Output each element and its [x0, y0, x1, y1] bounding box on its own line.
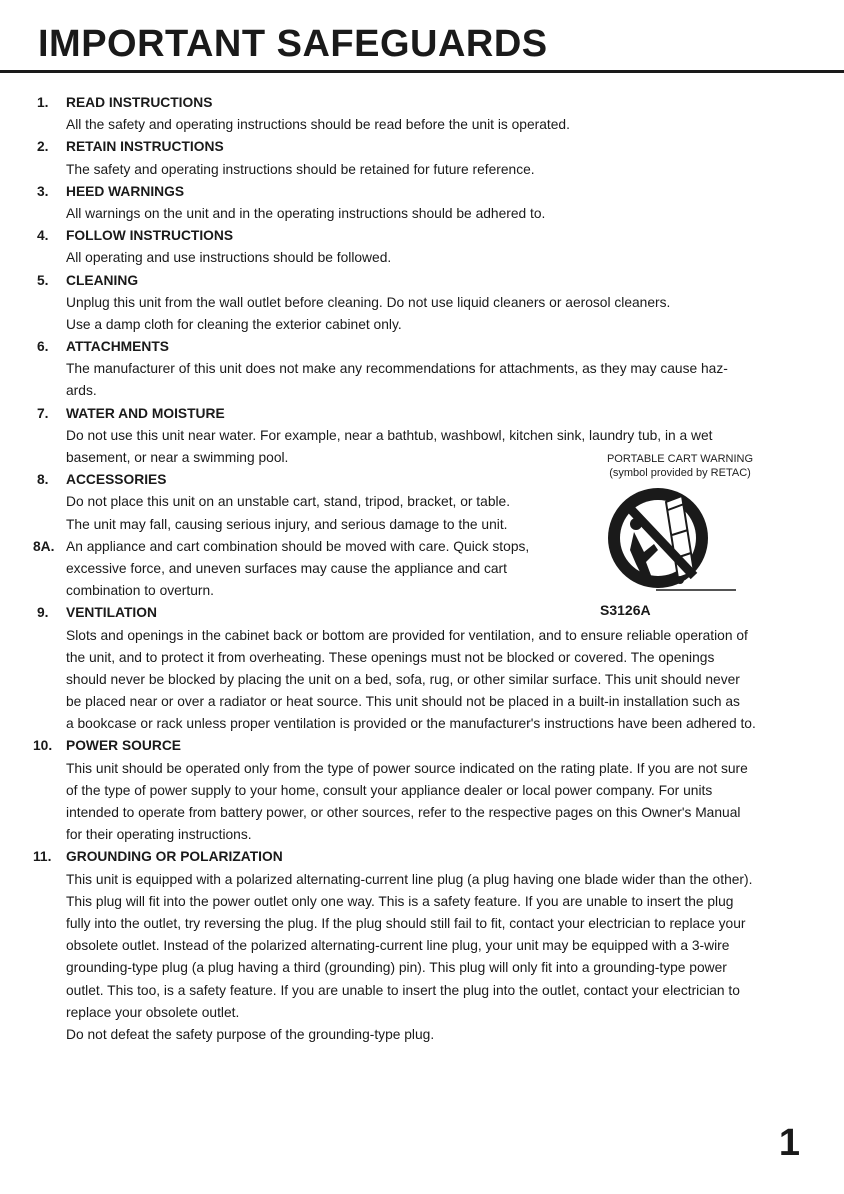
section-text: The unit may fall, causing serious injury, and serious damage to the unit. [66, 516, 508, 532]
section-heading: ACCESSORIES [66, 472, 167, 488]
section-number: 11. [33, 849, 52, 865]
section-text-line [0, 114, 844, 136]
section-text-line [0, 625, 844, 647]
section-text-line [0, 203, 844, 225]
section-text: This unit should be operated only from the type of power source indicated on the rating plate. If you are not sure [66, 760, 748, 776]
section-number: 6. [37, 339, 49, 355]
section-heading: ATTACHMENTS [66, 339, 169, 355]
cart-warning-code: S3126A [600, 602, 651, 618]
section-heading-row [0, 336, 844, 358]
section-text: The safety and operating instructions should be retained for future reference. [66, 161, 535, 177]
section-text-line [0, 980, 844, 1002]
section-text-line [0, 758, 844, 780]
section-text-line [0, 935, 844, 957]
section-number: 2. [37, 139, 49, 155]
section-text: the unit, and to protect it from overheating. These openings must not be blocked or covered. The openings [66, 649, 715, 665]
section-text: Do not defeat the safety purpose of the grounding-type plug. [66, 1026, 435, 1042]
section-text: basement, or near a swimming pool. [66, 450, 289, 465]
section-heading-row [0, 403, 844, 425]
section-text: Use a damp cloth for cleaning the exterior cabinet only. [66, 316, 402, 332]
section-text: This unit is equipped with a polarized alternating-current line plug (a plug having one blade wider than the other). [66, 871, 753, 887]
section-text: a bookcase or rack unless proper ventilation is provided or the manufacturer's instructions have been adhered to. [66, 716, 756, 732]
section-text: All warnings on the unit and in the operating instructions should be adhered to. [66, 205, 546, 221]
section-number: 9. [37, 605, 49, 621]
section-text: An appliance and cart combination should be moved with care. Quick stops, [66, 538, 530, 554]
section-heading-row [0, 92, 844, 114]
section-text: outlet. This too, is a safety feature. If you are unable to insert the plug into the outlet, contact your electrician to [66, 982, 740, 998]
section-text: combination to overturn. [66, 583, 215, 599]
section-heading: FOLLOW INSTRUCTIONS [66, 228, 234, 244]
section-text: This plug will fit into the power outlet only one way. This is a safety feature. If you are unable to insert the plug [66, 893, 734, 909]
section-text-line [0, 247, 844, 269]
section-text-line [0, 669, 844, 691]
section-text-line [0, 647, 844, 669]
section-number: 8A. [33, 538, 55, 554]
section-text: Do not use this unit near water. For example, near a bathtub, washbowl, kitchen sink, laundry tub, in a wet [66, 427, 713, 443]
section-text-line [0, 780, 844, 802]
portable-cart-warning-icon [596, 480, 746, 600]
section-number: 7. [37, 405, 49, 421]
section-heading: GROUNDING OR POLARIZATION [66, 849, 283, 865]
section-number: 4. [37, 228, 49, 244]
section-heading: READ INSTRUCTIONS [66, 95, 213, 110]
section-text-line [0, 292, 844, 314]
section-heading-row [0, 181, 844, 203]
section-heading: POWER SOURCE [66, 738, 181, 754]
section-text-line [0, 159, 844, 181]
section-heading-row [0, 270, 844, 292]
section-text-line [0, 957, 844, 979]
section-text-line [0, 1002, 844, 1024]
section-text: be placed near or over a radiator or heat source. This unit should not be placed in a built-in installation such as [66, 694, 740, 710]
title-rule [0, 70, 844, 73]
section-text: Do not place this unit on an unstable cart, stand, tripod, bracket, or table. [66, 494, 511, 510]
section-text-line [0, 802, 844, 824]
section-text: excessive force, and uneven surfaces may cause the appliance and cart [66, 560, 507, 576]
section-heading: HEED WARNINGS [66, 183, 185, 199]
cart-warning-block [560, 452, 800, 622]
cart-warning-source: (symbol provided by RETAC) [609, 467, 751, 479]
section-text-line [0, 824, 844, 846]
section-heading-row [0, 846, 844, 868]
section-heading: RETAIN INSTRUCTIONS [66, 139, 224, 155]
section-heading-row [0, 735, 844, 757]
section-text-line [0, 314, 844, 336]
section-text-line [0, 869, 844, 891]
section-text: obsolete outlet. Instead of the polarized alternating-current line plug, your unit may be equipped with a 3-wire [66, 938, 730, 954]
section-text-line [0, 713, 844, 735]
section-text-line [0, 691, 844, 713]
cart-warning-caption: PORTABLE CART WARNING [606, 453, 754, 465]
section-text: fully into the outlet, try reversing the plug. If the plug should still fail to fit, contact your electrician to replace your [66, 915, 746, 931]
section-text-line [0, 913, 844, 935]
section-text: should never be blocked by placing the unit on a bed, sofa, rug, or other similar surface. This unit should never [66, 671, 740, 687]
section-heading: CLEANING [66, 272, 139, 288]
section-text: All operating and use instructions should be followed. [66, 250, 392, 266]
section-text: Slots and openings in the cabinet back or bottom are provided for ventilation, and to ensure reliable operation of [66, 627, 748, 643]
page-title: IMPORTANT SAFEGUARDS [38, 23, 548, 65]
section-number: 8. [37, 472, 49, 488]
section-text-line [0, 1024, 844, 1046]
section-text: grounding-type plug (a plug having a third (grounding) pin). This plug will only fit into a grounding-type power [66, 960, 727, 976]
page-number: 1 [778, 1122, 800, 1164]
section-text: for their operating instructions. [66, 827, 252, 843]
section-heading-row [0, 225, 844, 247]
section-text: All the safety and operating instructions should be read before the unit is operated. [66, 117, 570, 133]
section-number: 3. [37, 183, 49, 199]
section-number: 10. [33, 738, 53, 754]
section-text: replace your obsolete outlet. [66, 1004, 240, 1020]
section-text-line [0, 358, 844, 380]
section-text: of the type of power supply to your home, consult your appliance dealer or local power company. For units [66, 782, 713, 798]
section-heading: WATER AND MOISTURE [66, 405, 225, 421]
section-text: intended to operate from battery power, or other sources, refer to the respective pages on this Owner's Manual [66, 805, 741, 820]
section-heading: VENTILATION [66, 605, 157, 621]
section-text: The manufacturer of this unit does not make any recommendations for attachments, as they may cause haz- [66, 361, 728, 377]
section-text-line [0, 891, 844, 913]
section-heading-row [0, 136, 844, 158]
section-text-line [0, 425, 844, 447]
section-number: 1. [37, 95, 49, 110]
section-text: ards. [66, 383, 97, 399]
section-text: Unplug this unit from the wall outlet before cleaning. Do not use liquid cleaners or aerosol cleaners. [66, 294, 671, 310]
section-text-line [0, 380, 844, 402]
section-number: 5. [37, 272, 49, 288]
